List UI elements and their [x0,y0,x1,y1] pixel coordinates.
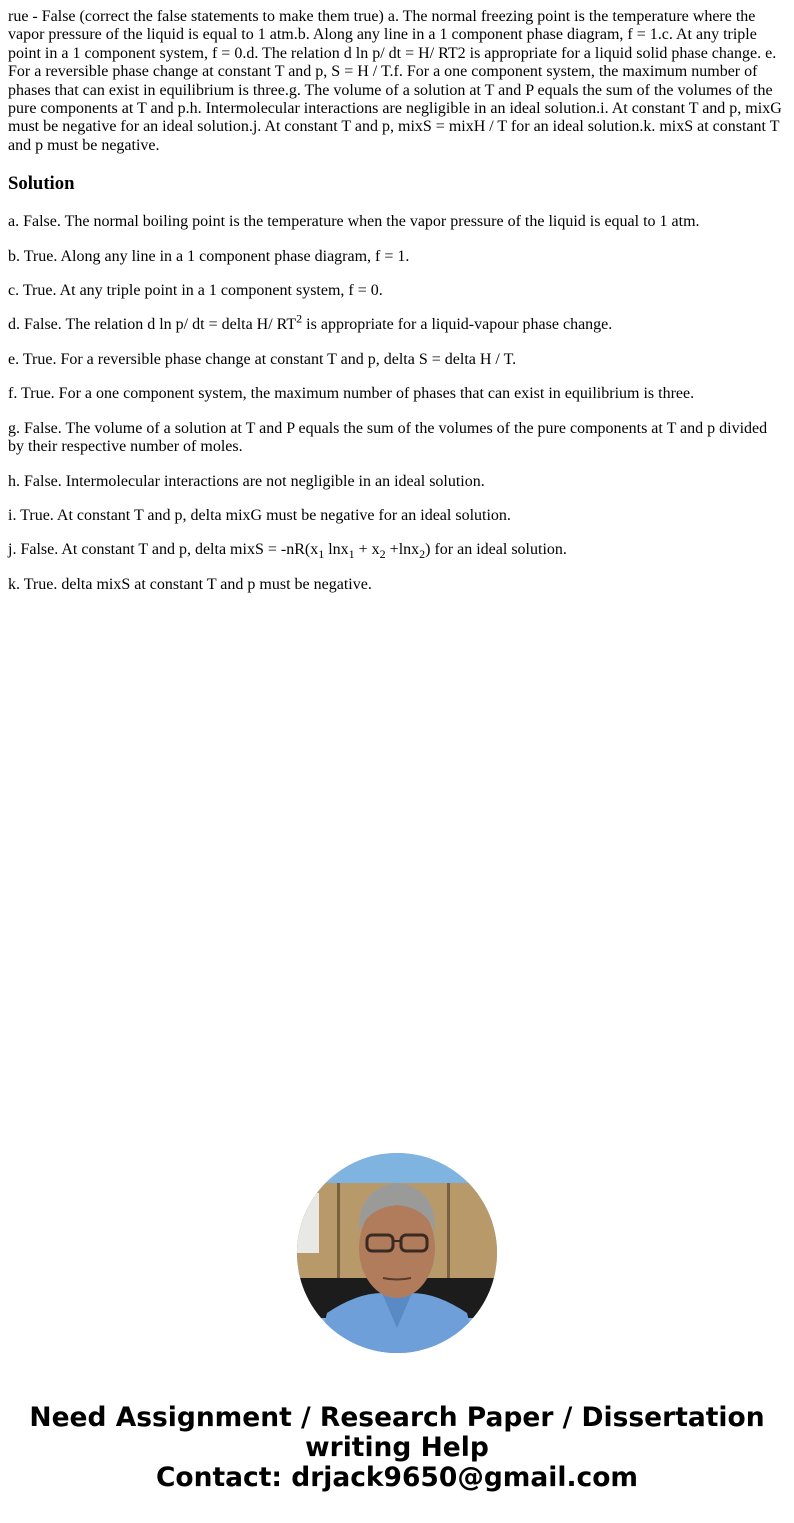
answer-d [8,312,786,334]
answer-j [8,541,786,562]
answer-j-text: lnx [324,541,349,559]
answer-d-text-end: is appropriate for a liquid-vapour phase change. [302,316,613,334]
subscript: 2 [419,547,426,562]
answer-h: h. False. Intermolecular interactions are not negligible in an ideal solution. [8,472,485,490]
answer-f: f. True. For a one component system, the maximum number of phases that can exist in equilibrium is three. [8,385,695,403]
banner-line-2: writing Help [305,1432,489,1463]
answer-i: i. True. At constant T and p, delta mixG must be negative for an ideal solution. [8,506,511,524]
answer-a: a. False. The normal boiling point is the temperature when the vapor pressure of the liquid is equal to 1 atm. [8,213,700,231]
subscript: 2 [379,547,386,562]
banner-line-1: Need Assignment / Research Paper / Dissertation [29,1402,765,1433]
document-body [0,0,794,594]
question-text: rue - False (correct the false statements to make them true) a. The normal freezing point is the temperature where the vapor pressure of the liquid is equal to 1 atm.b. Along any line in a 1 component phase diagram, f = 1.c. At any triple point in a 1 component system, f = 0.d. The relation d ln p/ dt = H/ RT2 is appropriate for a liquid solid phase change. e. For a reversible phase change at constant T and p, S = H / T.f. For a one component system, the maximum number of phases that can exist in equilibrium is three.g. The volume of a solution at T and P equals the sum of the volumes of the pure components at T and p.h. Intermolecular interactions are negligible in an ideal solution.i. At constant T and p, mixG must be negative for an ideal solution.j. At constant T and p, mixS = mixH / T for an ideal solution.k. mixS at constant T and p must be negative. [8,8,782,154]
solution-heading: Solution [8,173,75,195]
subscript: 1 [348,547,355,562]
answer-d-text: d. False. The relation d ln p/ dt = delta H/ RT [8,316,297,334]
answer-b: b. True. Along any line in a 1 component phase diagram, f = 1. [8,247,410,265]
answer-j-text: +lnx [385,541,420,559]
contact-banner [0,1403,794,1493]
answer-j-text: j. False. At constant T and p, delta mixS = -nR(x [8,541,319,559]
answer-e: e. True. For a reversible phase change at constant T and p, delta S = delta H / T. [8,350,517,368]
answer-j-text: ) for an ideal solution. [425,541,567,559]
answer-c: c. True. At any triple point in a 1 component system, f = 0. [8,282,383,300]
subscript: 1 [318,547,325,562]
answer-k: k. True. delta mixS at constant T and p must be negative. [8,575,372,593]
answer-g: g. False. The volume of a solution at T and P equals the sum of the volumes of the pure components at T and p divided by their respective number of moles. [8,419,768,456]
answer-j-text: + x [354,541,380,559]
contact-email: Contact: drjack9650@gmail.com [155,1462,639,1493]
superscript: 2 [296,312,303,327]
person-photo-icon [297,1153,497,1353]
author-avatar [297,1153,497,1353]
